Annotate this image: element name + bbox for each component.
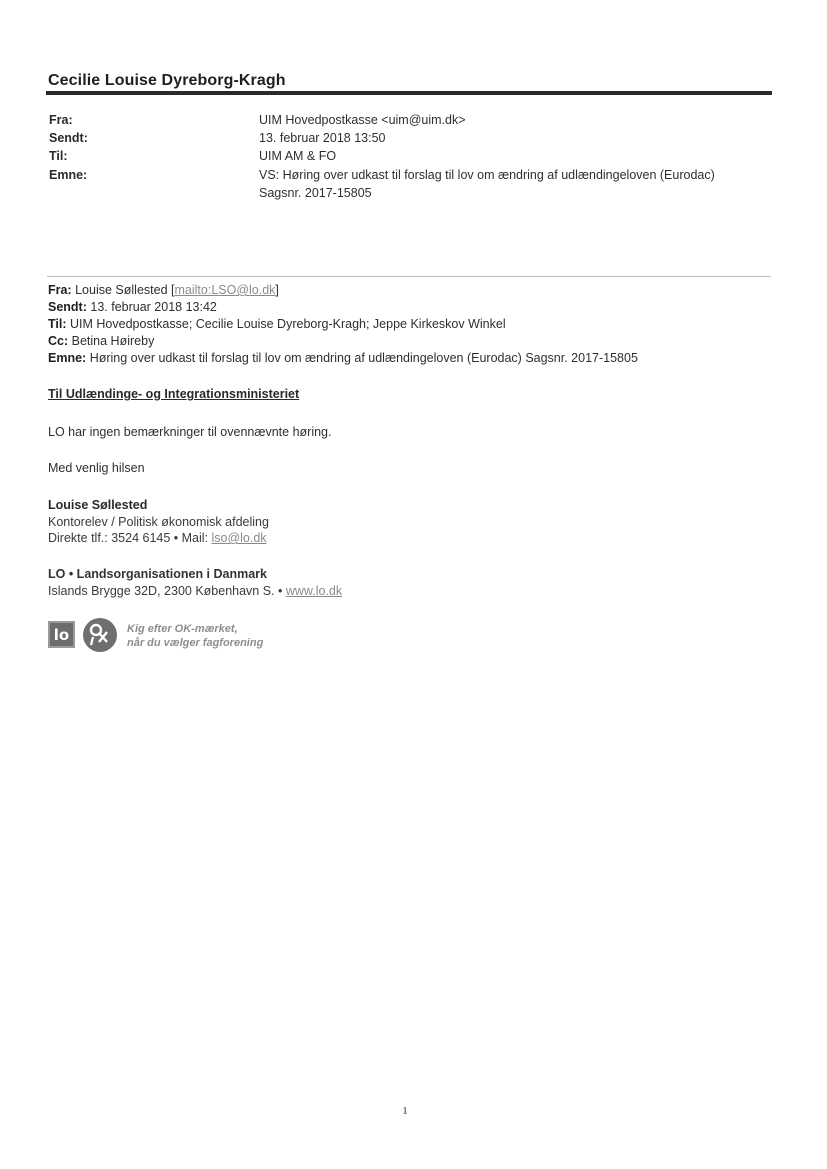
forward-separator [47, 276, 771, 277]
forwarded-from-name: Louise Søllested [75, 283, 168, 297]
ok-mark-tagline [127, 622, 263, 650]
forwarded-subject-label: Emne: [48, 351, 87, 365]
header-subject-case-number: Sagsnr. 2017-15805 [259, 186, 372, 200]
forwarded-subject-line [48, 351, 638, 365]
forwarded-sent-value: 13. februar 2018 13:42 [90, 300, 217, 314]
salutation-heading: Til Udlændinge- og Integrationsministeriet [48, 387, 300, 401]
forwarded-cc-value: Betina Høireby [71, 334, 155, 348]
forwarded-to-label: Til: [48, 317, 67, 331]
signature-name: Louise Søllested [48, 498, 148, 512]
mailbox-owner-name: Cecilie Louise Dyreborg-Kragh [48, 72, 286, 89]
header-from-value: UIM Hovedpostkasse <uim@uim.dk> [259, 113, 466, 127]
closing-text: Med venlig hilsen [48, 461, 145, 475]
forwarded-sent-label: Sendt: [48, 300, 87, 314]
forwarded-cc-line [48, 334, 154, 348]
ok-mark-logo [83, 618, 117, 652]
forwarded-sent-line [48, 300, 217, 314]
message-text: LO har ingen bemærkninger til ovennævnte høring. [48, 425, 332, 439]
ok-mark-tagline-line1: Kig efter OK-mærket, [127, 623, 238, 635]
lo-logo-text: lo [53, 626, 70, 644]
header-to-value: UIM AM & FO [259, 149, 337, 163]
header-subject-value: VS: Høring over udkast til forslag til lov om ændring af udlændingeloven (Eurodac) [259, 168, 715, 182]
page-number: 1 [402, 1105, 408, 1117]
forwarded-to-line [48, 317, 506, 331]
mailto-link[interactable]: mailto:LSO@lo.dk [174, 283, 276, 297]
header-to-label: Til: [49, 149, 68, 163]
forwarded-from-line [48, 283, 279, 297]
ok-mark-tagline-line2: når du vælger fagforening [127, 637, 264, 649]
signature-contact-line [48, 531, 267, 545]
header-sent-label: Sendt: [49, 131, 88, 145]
header-from-label: Fra: [49, 113, 73, 127]
forwarded-cc-label: Cc: [48, 334, 69, 348]
lo-logo [48, 621, 75, 648]
header-sent-value: 13. februar 2018 13:50 [259, 131, 386, 145]
signature-title: Kontorelev / Politisk økonomisk afdeling [48, 515, 269, 529]
forwarded-from-label: Fra: [48, 283, 72, 297]
mailto-link-wrapper: [mailto:LSO@lo.dk] [171, 283, 279, 297]
forwarded-to-value: UIM Hovedpostkasse; Cecilie Louise Dyreborg-Kragh; Jeppe Kirkeskov Winkel [70, 317, 506, 331]
signature-website-link[interactable]: www.lo.dk [285, 584, 343, 598]
forwarded-subject-value: Høring over udkast til forslag til lov om ændring af udlændingeloven (Eurodac) Sagsnr. 2017-15805 [89, 351, 638, 365]
signature-organization: LO • Landsorganisationen i Danmark [48, 567, 268, 581]
signature-address-line [48, 584, 342, 598]
owner-divider [46, 91, 772, 95]
header-subject-label: Emne: [49, 168, 88, 182]
lo-logo-icon [50, 623, 73, 646]
ok-mark-icon [83, 618, 117, 652]
signature-phone: Direkte tlf.: 3524 6145 • Mail: [48, 531, 212, 545]
signature-email-link[interactable]: lso@lo.dk [211, 531, 267, 545]
signature-address: Islands Brygge 32D, 2300 København S. • [48, 584, 286, 598]
